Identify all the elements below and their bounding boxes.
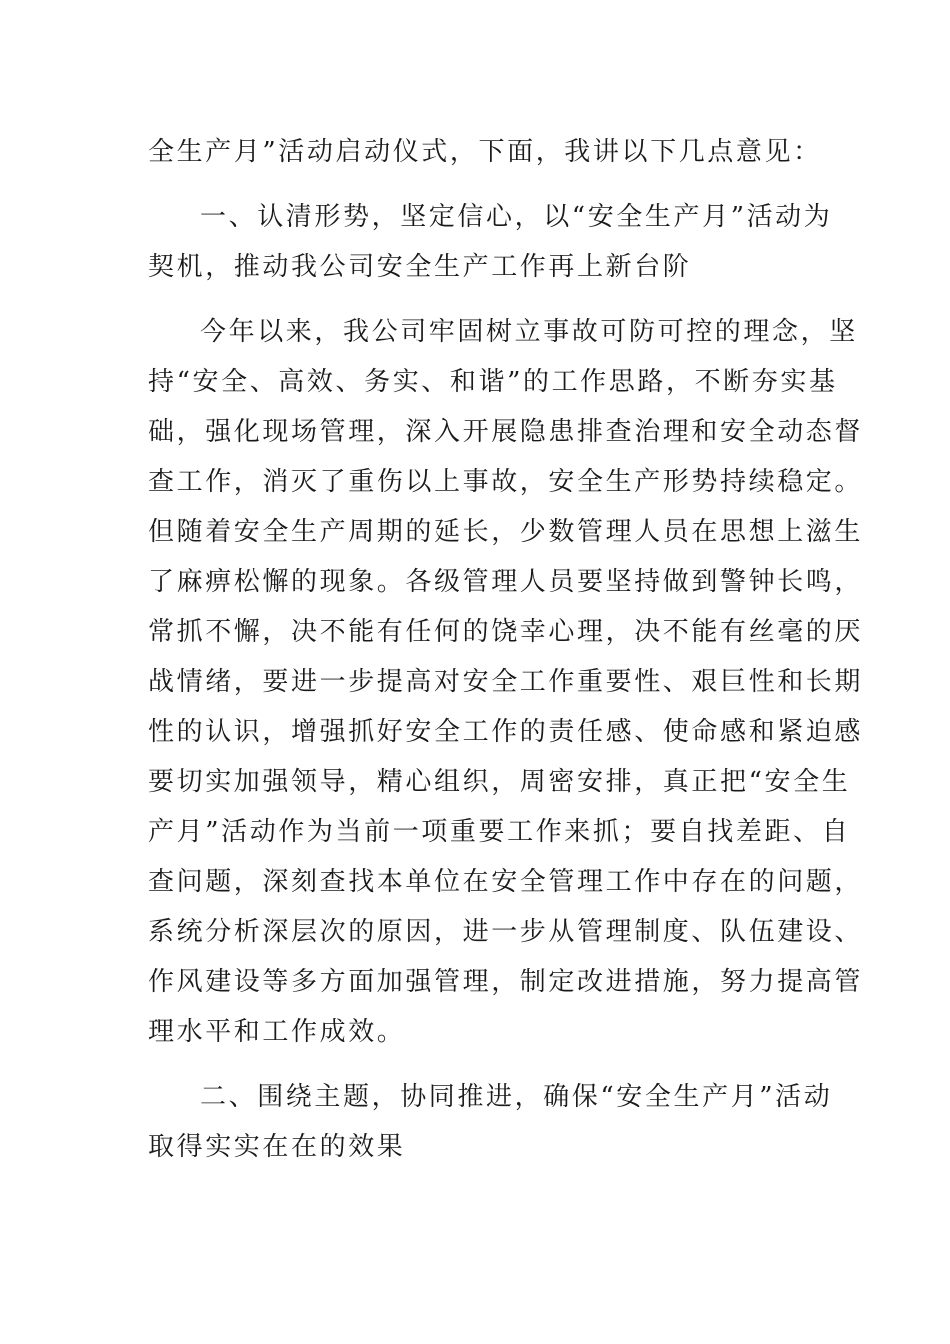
paragraph-line: 产月”活动作为当前一项重要工作来抓；要自找差距、自 (148, 817, 851, 847)
paragraph-line: 要切实加强领导，精心组织，周密安排，真正把“安全生 (148, 767, 851, 797)
paragraph-line: 性的认识，增强抓好安全工作的责任感、使命感和紧迫感 (148, 717, 864, 747)
paragraph-line: 战情绪，要进一步提高对安全工作重要性、艰巨性和长期 (148, 667, 864, 697)
paragraph-line: 查问题，深刻查找本单位在安全管理工作中存在的问题， (148, 867, 864, 897)
paragraph-line: 作风建设等多方面加强管理，制定改进措施，努力提高管 (148, 967, 864, 997)
paragraph-line: 持“安全、高效、务实、和谐”的工作思路，不断夯实基 (148, 367, 838, 397)
paragraph-line: 系统分析深层次的原因，进一步从管理制度、队伍建设、 (148, 917, 864, 947)
paragraph-line: 常抓不懈，决不能有任何的饶幸心理，决不能有丝毫的厌 (148, 617, 864, 647)
paragraph-line: 全生产月”活动启动仪式，下面，我讲以下几点意见： (148, 137, 822, 167)
section-heading-line: 二、围绕主题，协同推进，确保“安全生产月”活动 (200, 1082, 833, 1112)
paragraph-line: 理水平和工作成效。 (148, 1017, 406, 1047)
paragraph-line: 查工作，消灭了重伤以上事故，安全生产形势持续稳定。 (148, 467, 864, 497)
paragraph-line: 今年以来，我公司牢固树立事故可防可控的理念，坚 (200, 317, 858, 347)
paragraph-line: 础，强化现场管理，深入开展隐患排查治理和安全动态督 (148, 417, 864, 447)
paragraph-line: 了麻痹松懈的现象。各级管理人员要坚持做到警钟长鸣， (148, 567, 864, 597)
paragraph-line: 但随着安全生产周期的延长，少数管理人员在思想上滋生 (148, 517, 864, 547)
section-heading-line: 一、认清形势，坚定信心，以“安全生产月”活动为 (200, 202, 833, 232)
section-heading-line: 取得实实在在的效果 (148, 1132, 406, 1162)
section-heading-line: 契机，推动我公司安全生产工作再上新台阶 (148, 252, 692, 282)
